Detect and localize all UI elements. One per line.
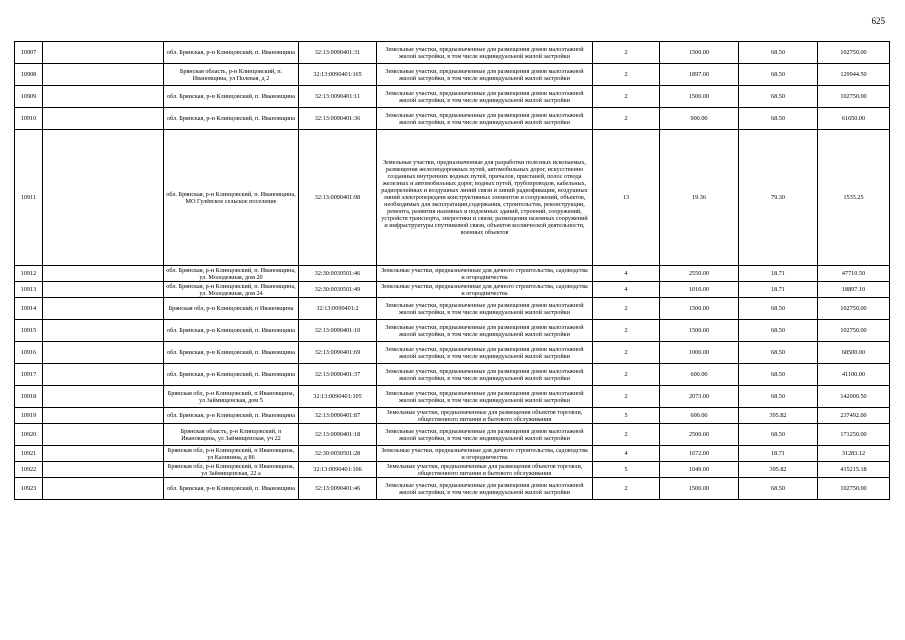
land-use-cell: Земельные участки, предназначенные для дачного строительства, садоводства и огородничества: [377, 282, 593, 298]
address-cell: обл. Брянская, р-н Клинцовский, п. Ивановщина: [164, 478, 299, 500]
specific-value-cell: 68.50: [739, 298, 818, 320]
use-group-cell: 2: [593, 108, 660, 130]
specific-value-cell: 68.50: [739, 42, 818, 64]
land-use-cell: Земельные участки, предназначенные для разработки полезных ископаемых, размещения железнодорожных путей, автомобильных дорог, искусственно созданных внутренних водных путей, причалов, пристаней, полос отвода железных и автомобильных дорог, водных путей, трубопроводов, кабельных, радиорелейных и воздушных линий связи и линий радиофикации, воздушных линий электропередачи конструктивных элементов и сооружений, объектов, необходимых для эксплуатации,содержания, строительства, реконструкции, ремонта, развития наземных и подземных зданий, строений, сооружений, устройств транспорта, энергетики и связи; размещения наземных сооружений и инфраструктуры спутниковой связи, объектов космической деятельности, военных объектов: [377, 130, 593, 266]
specific-value-cell: 68.50: [739, 320, 818, 342]
blank-cell: [43, 446, 164, 462]
cadastral-number-cell: 32:13:0090401:105: [299, 386, 377, 408]
blank-cell: [43, 462, 164, 478]
cadastral-number-cell: 32:30:0030501:28: [299, 446, 377, 462]
cadastral-value-cell: 102750.00: [818, 320, 890, 342]
specific-value-cell: 68.50: [739, 478, 818, 500]
blank-cell: [43, 130, 164, 266]
use-group-cell: 2: [593, 86, 660, 108]
cadastral-value-cell: 237492.00: [818, 408, 890, 424]
table-row: [15, 42, 890, 64]
row-number-cell: 10917: [15, 364, 43, 386]
cadastral-number-cell: 32:13:0090401:87: [299, 408, 377, 424]
blank-cell: [43, 386, 164, 408]
blank-cell: [43, 42, 164, 64]
blank-cell: [43, 64, 164, 86]
land-use-cell: Земельные участки, предназначенные для размещения объектов торговли, общественного питания и бытового обслуживания: [377, 462, 593, 478]
blank-cell: [43, 342, 164, 364]
table-row: [15, 408, 890, 424]
blank-cell: [43, 478, 164, 500]
land-use-cell: Земельные участки, предназначенные для размещения домов малоэтажной жилой застройки, в том числе индивидуальной жилой застройки: [377, 320, 593, 342]
land-use-cell: Земельные участки, предназначенные для размещения домов малоэтажной жилой застройки, в том числе индивидуальной жилой застройки: [377, 478, 593, 500]
use-group-cell: 2: [593, 342, 660, 364]
row-number-cell: 10923: [15, 478, 43, 500]
table-row: [15, 446, 890, 462]
address-cell: обл. Брянская, р-н Клинцовский, п. Ивановщина: [164, 320, 299, 342]
blank-cell: [43, 282, 164, 298]
cadastral-number-cell: 32:13:0090401:46: [299, 478, 377, 500]
cadastral-value-cell: 171250.00: [818, 424, 890, 446]
address-cell: обл. Брянская, р-н Клинцовский, п. Ивановщина: [164, 42, 299, 64]
land-use-cell: Земельные участки, предназначенные для размещения домов малоэтажной жилой застройки, в том числе индивидуальной жилой застройки: [377, 64, 593, 86]
land-use-cell: Земельные участки, предназначенные для дачного строительства, садоводства и огородничества: [377, 446, 593, 462]
specific-value-cell: 18.71: [739, 282, 818, 298]
area-cell: 2550.00: [660, 266, 739, 282]
land-use-cell: Земельные участки, предназначенные для размещения домов малоэтажной жилой застройки, в том числе индивидуальной жилой застройки: [377, 42, 593, 64]
use-group-cell: 4: [593, 446, 660, 462]
land-use-cell: Земельные участки, предназначенные для размещения домов малоэтажной жилой застройки, в том числе индивидуальной жилой застройки: [377, 108, 593, 130]
cadastral-number-cell: 32:30:0030501:49: [299, 282, 377, 298]
specific-value-cell: 68.50: [739, 364, 818, 386]
specific-value-cell: 18.71: [739, 446, 818, 462]
address-cell: Брянская область, р-н Клинцовский, п Ивановщина, ул Займищенская, уч 22: [164, 424, 299, 446]
area-cell: 900.00: [660, 108, 739, 130]
area-cell: 1500.00: [660, 42, 739, 64]
table-row: [15, 266, 890, 282]
row-number-cell: 10907: [15, 42, 43, 64]
address-cell: Брянская обл, р-н Клинцовский, п Ивановщина: [164, 298, 299, 320]
land-use-cell: Земельные участки, предназначенные для размещения объектов торговли, общественного питания и бытового обслуживания: [377, 408, 593, 424]
row-number-cell: 10913: [15, 282, 43, 298]
use-group-cell: 2: [593, 478, 660, 500]
area-cell: 1049.00: [660, 462, 739, 478]
cadastral-value-cell: 102750.00: [818, 478, 890, 500]
cadastral-value-cell: 47710.50: [818, 266, 890, 282]
use-group-cell: 2: [593, 386, 660, 408]
area-cell: 2073.00: [660, 386, 739, 408]
area-cell: 1500.00: [660, 86, 739, 108]
specific-value-cell: 68.50: [739, 86, 818, 108]
row-number-cell: 10912: [15, 266, 43, 282]
land-registry-table: [14, 41, 890, 500]
table-row: [15, 424, 890, 446]
row-number-cell: 10921: [15, 446, 43, 462]
row-number-cell: 10918: [15, 386, 43, 408]
blank-cell: [43, 320, 164, 342]
table-row: [15, 298, 890, 320]
use-group-cell: 4: [593, 282, 660, 298]
cadastral-value-cell: 1535.25: [818, 130, 890, 266]
cadastral-value-cell: 68500.00: [818, 342, 890, 364]
row-number-cell: 10915: [15, 320, 43, 342]
blank-cell: [43, 364, 164, 386]
blank-cell: [43, 86, 164, 108]
land-use-cell: Земельные участки, предназначенные для дачного строительства, садоводства и огородничества: [377, 266, 593, 282]
row-number-cell: 10920: [15, 424, 43, 446]
specific-value-cell: 79.30: [739, 130, 818, 266]
area-cell: 1010.00: [660, 282, 739, 298]
area-cell: 1672.00: [660, 446, 739, 462]
use-group-cell: 13: [593, 130, 660, 266]
address-cell: Брянская обл, р-н Клинцовский, п Ивановщина, ул Займищенская, 22 а: [164, 462, 299, 478]
cadastral-number-cell: 32:13:0090401:11: [299, 86, 377, 108]
use-group-cell: 4: [593, 266, 660, 282]
address-cell: обл. Брянская, р-н Клинцовский, п. Ивановщина: [164, 364, 299, 386]
specific-value-cell: 18.71: [739, 266, 818, 282]
cadastral-number-cell: 32:13:0090401:36: [299, 108, 377, 130]
table-row: [15, 386, 890, 408]
use-group-cell: 2: [593, 320, 660, 342]
use-group-cell: 2: [593, 42, 660, 64]
cadastral-value-cell: 415215.18: [818, 462, 890, 478]
cadastral-number-cell: 32:13:0090401:69: [299, 342, 377, 364]
land-use-cell: Земельные участки, предназначенные для размещения домов малоэтажной жилой застройки, в том числе индивидуальной жилой застройки: [377, 86, 593, 108]
cadastral-number-cell: 32:13:0090401:165: [299, 64, 377, 86]
cadastral-number-cell: 32:13:0090401:18: [299, 424, 377, 446]
table-row: [15, 478, 890, 500]
cadastral-number-cell: 32:13:0090401:98: [299, 130, 377, 266]
use-group-cell: 2: [593, 64, 660, 86]
area-cell: 1500.00: [660, 478, 739, 500]
address-cell: обл. Брянская, р-н Клинцовский, п. Ивановщина: [164, 408, 299, 424]
use-group-cell: 5: [593, 462, 660, 478]
row-number-cell: 10911: [15, 130, 43, 266]
address-cell: обл. Брянская, р-н Клинцовский, п. Ивановщина: [164, 342, 299, 364]
specific-value-cell: 68.50: [739, 424, 818, 446]
row-number-cell: 10919: [15, 408, 43, 424]
blank-cell: [43, 266, 164, 282]
row-number-cell: 10910: [15, 108, 43, 130]
land-use-cell: Земельные участки, предназначенные для размещения домов малоэтажной жилой застройки, в том числе индивидуальной жилой застройки: [377, 342, 593, 364]
land-use-cell: Земельные участки, предназначенные для размещения домов малоэтажной жилой застройки, в том числе индивидуальной жилой застройки: [377, 386, 593, 408]
blank-cell: [43, 298, 164, 320]
address-cell: обл. Брянская, р-н Клинцовский, п. Ивановщина, ул. Молодежная, дом 24: [164, 282, 299, 298]
table-row: [15, 320, 890, 342]
specific-value-cell: 68.50: [739, 64, 818, 86]
address-cell: Брянская обл, р-н Клинцовский, п Ивановщина, ул Калинина, д 86: [164, 446, 299, 462]
table-row: [15, 342, 890, 364]
row-number-cell: 10909: [15, 86, 43, 108]
table-row: [15, 130, 890, 266]
address-cell: Брянская обл, р-н Клинцовский, п Ивановщина, ул Займищенская, дом 5: [164, 386, 299, 408]
specific-value-cell: 68.50: [739, 386, 818, 408]
specific-value-cell: 395.82: [739, 408, 818, 424]
address-cell: обл. Брянская, р-н Клинцовский, п. Ивановщина: [164, 86, 299, 108]
specific-value-cell: 68.50: [739, 342, 818, 364]
row-number-cell: 10908: [15, 64, 43, 86]
area-cell: 600.00: [660, 364, 739, 386]
area-cell: 1000.00: [660, 342, 739, 364]
cadastral-number-cell: 32:13:0090401:10: [299, 320, 377, 342]
area-cell: 1500.00: [660, 298, 739, 320]
cadastral-value-cell: 41100.00: [818, 364, 890, 386]
cadastral-value-cell: 129944.50: [818, 64, 890, 86]
address-cell: обл. Брянская, р-н Клинцовский, п. Ивановщина, ул. Молодежная, дом 20: [164, 266, 299, 282]
blank-cell: [43, 408, 164, 424]
row-number-cell: 10916: [15, 342, 43, 364]
table-row: [15, 64, 890, 86]
use-group-cell: 2: [593, 364, 660, 386]
table-row: [15, 282, 890, 298]
cadastral-number-cell: 32:13:0090401:2: [299, 298, 377, 320]
cadastral-value-cell: 18897.10: [818, 282, 890, 298]
area-cell: 1897.00: [660, 64, 739, 86]
land-use-cell: Земельные участки, предназначенные для размещения домов малоэтажной жилой застройки, в том числе индивидуальной жилой застройки: [377, 424, 593, 446]
cadastral-value-cell: 102750.00: [818, 86, 890, 108]
address-cell: обл. Брянская, р-н Клинцовский, п. Ивановщина, МО Гулёвское сельское поселение: [164, 130, 299, 266]
specific-value-cell: 68.50: [739, 108, 818, 130]
cadastral-value-cell: 102750.00: [818, 42, 890, 64]
land-use-cell: Земельные участки, предназначенные для размещения домов малоэтажной жилой застройки, в том числе индивидуальной жилой застройки: [377, 298, 593, 320]
address-cell: обл. Брянская, р-н Клинцовский, п. Ивановщина: [164, 108, 299, 130]
blank-cell: [43, 108, 164, 130]
table-row: [15, 462, 890, 478]
area-cell: 19.36: [660, 130, 739, 266]
row-number-cell: 10914: [15, 298, 43, 320]
cadastral-number-cell: 32:13:0090401:106: [299, 462, 377, 478]
use-group-cell: 2: [593, 298, 660, 320]
area-cell: 600.00: [660, 408, 739, 424]
table-row: [15, 364, 890, 386]
cadastral-value-cell: 142000.50: [818, 386, 890, 408]
cadastral-value-cell: 31283.12: [818, 446, 890, 462]
cadastral-number-cell: 32:13:0090401:31: [299, 42, 377, 64]
table-body: [15, 42, 890, 500]
table-row: [15, 86, 890, 108]
cadastral-number-cell: 32:13:0090401:37: [299, 364, 377, 386]
use-group-cell: 5: [593, 408, 660, 424]
land-use-cell: Земельные участки, предназначенные для размещения домов малоэтажной жилой застройки, в том числе индивидуальной жилой застройки: [377, 364, 593, 386]
page-number: 625: [871, 16, 885, 26]
row-number-cell: 10922: [15, 462, 43, 478]
table-row: [15, 108, 890, 130]
use-group-cell: 2: [593, 424, 660, 446]
area-cell: 1500.00: [660, 320, 739, 342]
area-cell: 2500.00: [660, 424, 739, 446]
cadastral-number-cell: 32:30:0030501:46: [299, 266, 377, 282]
cadastral-value-cell: 61650.00: [818, 108, 890, 130]
blank-cell: [43, 424, 164, 446]
address-cell: Брянская область, р-н Клинцовский, п. Ивановщина, ул Полевая, д 2: [164, 64, 299, 86]
specific-value-cell: 395.82: [739, 462, 818, 478]
cadastral-value-cell: 102750.00: [818, 298, 890, 320]
